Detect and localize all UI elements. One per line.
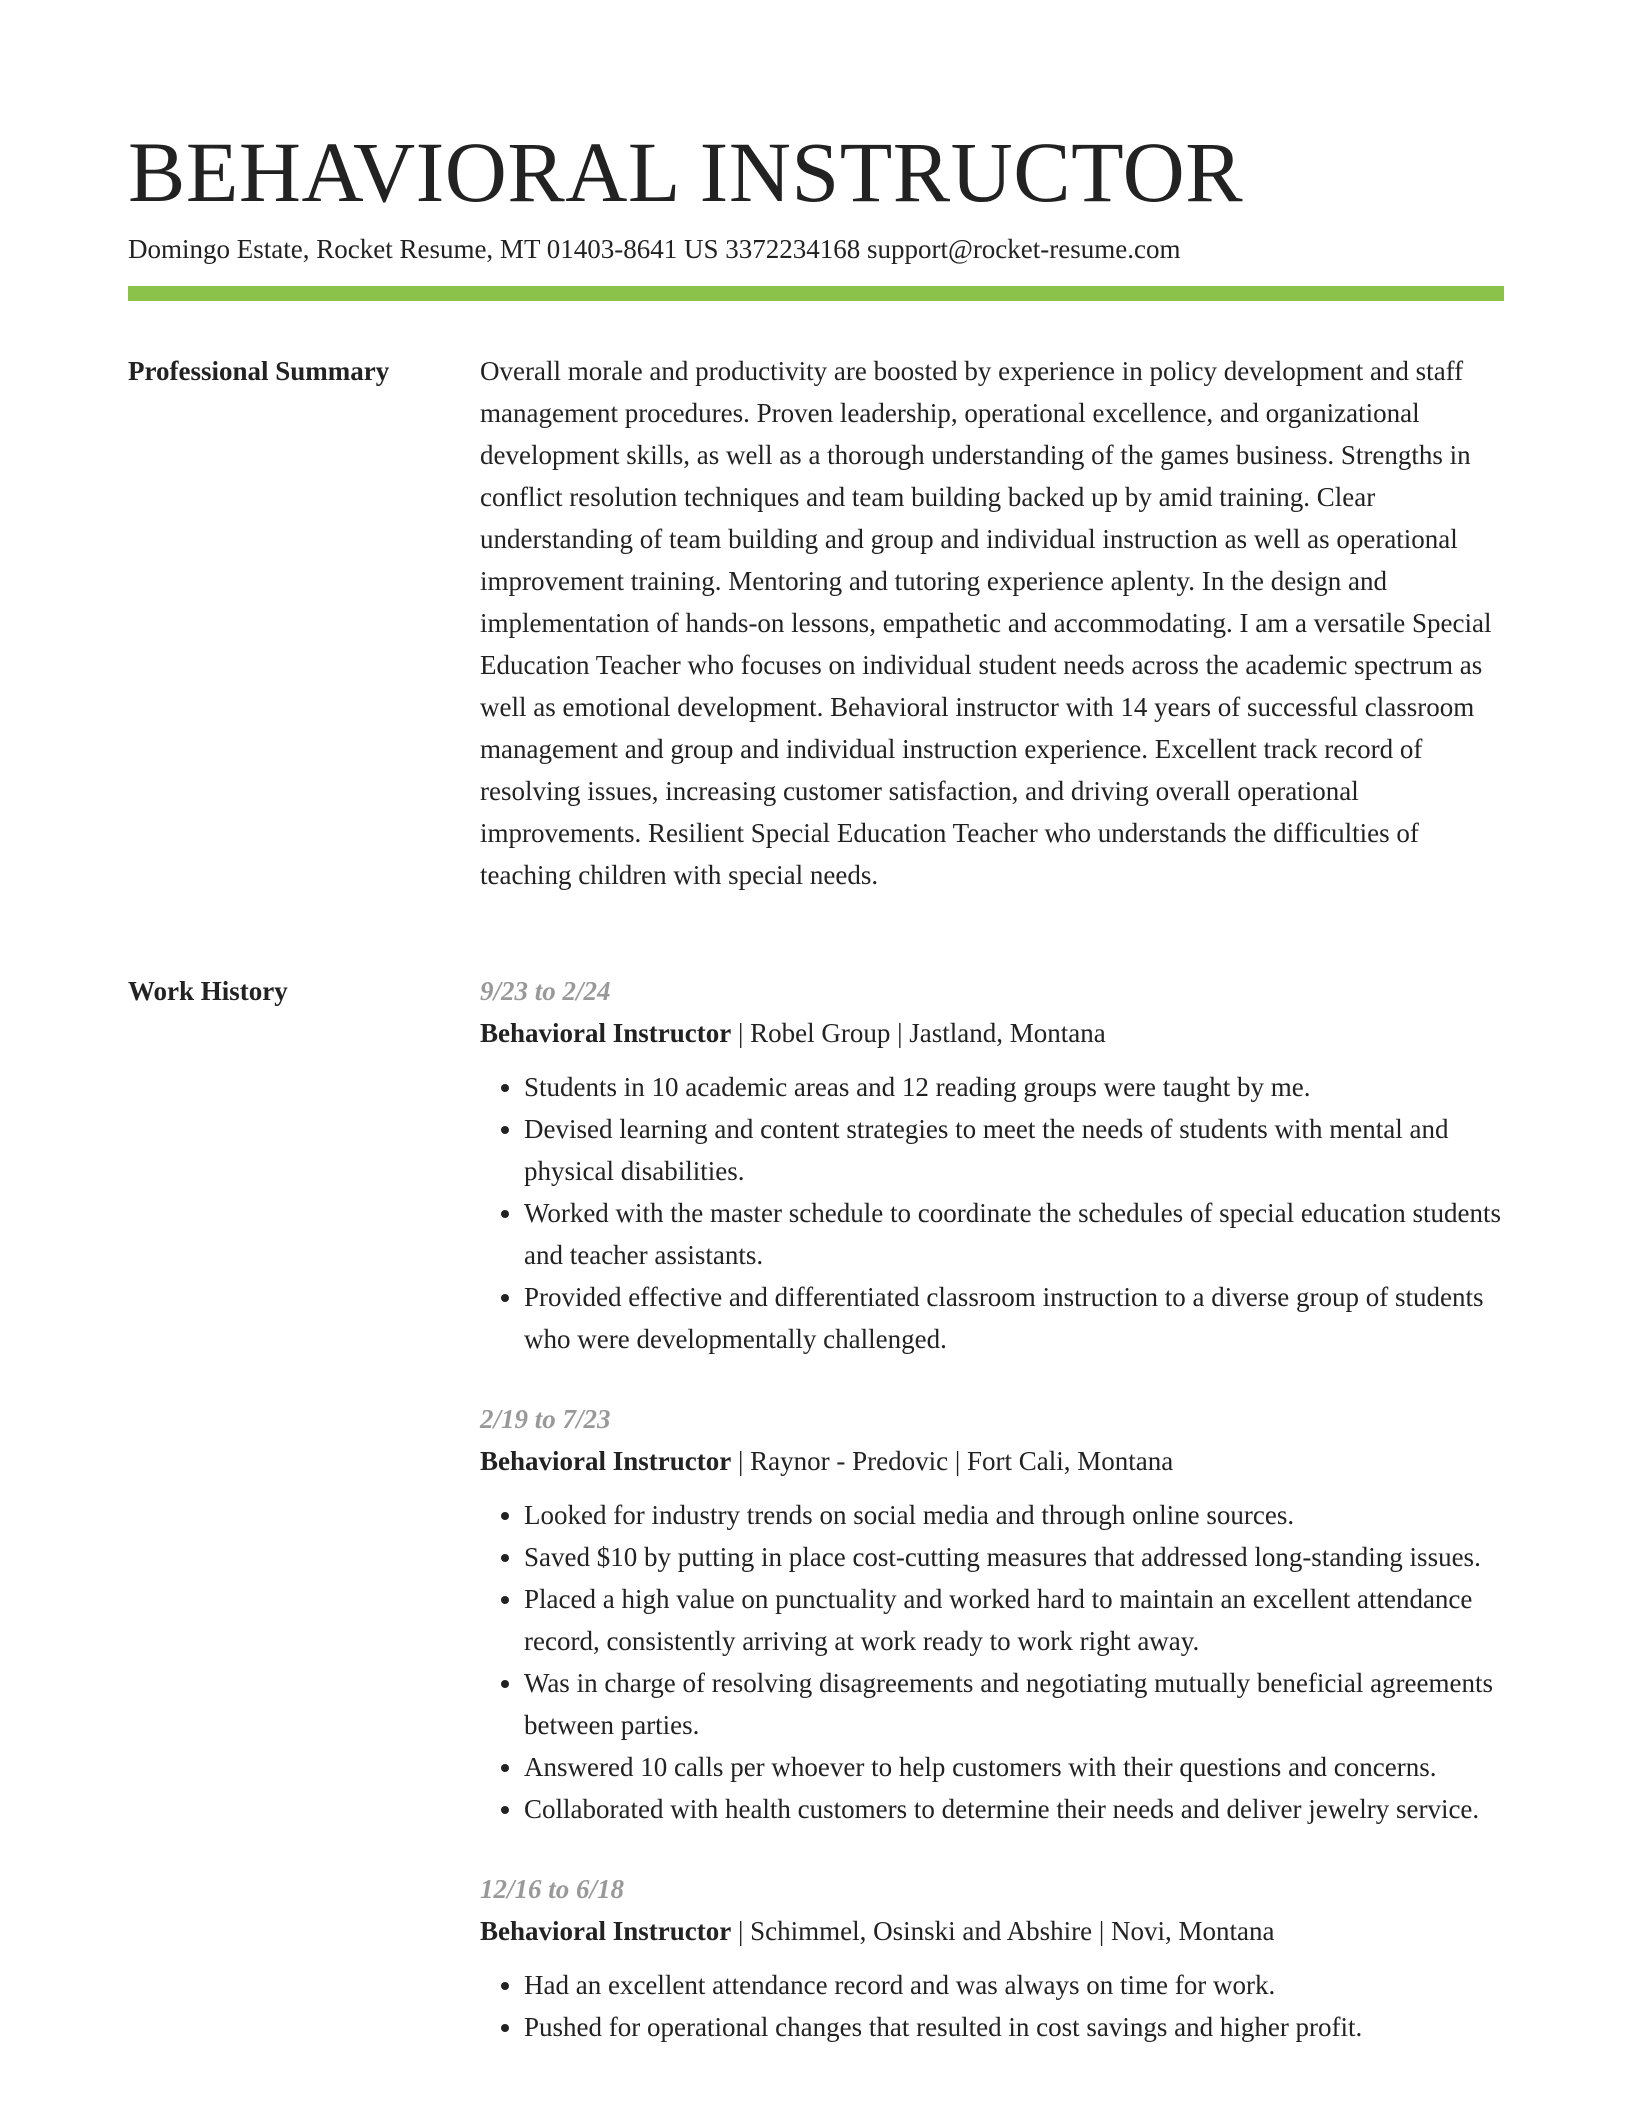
accent-divider bbox=[128, 286, 1504, 301]
work-history-body bbox=[480, 970, 1504, 2086]
job-bullet: • Looked for industry trends on social media and through online sources. bbox=[524, 1494, 1504, 1536]
job-bullet: • Saved $10 by putting in place cost-cutting measures that addressed long-standing issues. bbox=[524, 1536, 1504, 1578]
job-bullet: • Provided effective and differentiated classroom instruction to a diverse group of students who were developmentally challenged. bbox=[524, 1276, 1504, 1360]
summary-body bbox=[480, 350, 1504, 896]
job-entry bbox=[480, 1868, 1504, 2048]
job-bullet-list bbox=[480, 1066, 1504, 1360]
job-entry bbox=[480, 1398, 1504, 1830]
job-entry bbox=[480, 970, 1504, 1360]
job-bullet: • Worked with the master schedule to coordinate the schedules of special education students and teacher assistants. bbox=[524, 1192, 1504, 1276]
job-dates: 12/16 to 6/18 bbox=[480, 1874, 625, 1904]
section-label-professional-summary: Professional Summary bbox=[128, 356, 390, 386]
job-details: | Schimmel, Osinski and Abshire | Novi, Montana bbox=[731, 1916, 1275, 1946]
job-bullet: • Students in 10 academic areas and 12 reading groups were taught by me. bbox=[524, 1066, 1504, 1108]
job-bullet: • Placed a high value on punctuality and worked hard to maintain an excellent attendance record, consistently arriving at work ready to work right away. bbox=[524, 1578, 1504, 1662]
job-bullet: • Answered 10 calls per whoever to help customers with their questions and concerns. bbox=[524, 1746, 1504, 1788]
job-title-line bbox=[480, 1012, 1504, 1054]
job-bullet: • Devised learning and content strategies to meet the needs of students with mental and physical disabilities. bbox=[524, 1108, 1504, 1192]
job-title: Behavioral Instructor bbox=[480, 1446, 732, 1476]
job-title-line bbox=[480, 1440, 1504, 1482]
job-details: | Robel Group | Jastland, Montana bbox=[731, 1018, 1106, 1048]
job-bullet: • Was in charge of resolving disagreements and negotiating mutually beneficial agreements between parties. bbox=[524, 1662, 1504, 1746]
resume-name-heading: BEHAVIORAL INSTRUCTOR bbox=[128, 124, 1244, 220]
job-bullet: • Had an excellent attendance record and was always on time for work. bbox=[524, 1964, 1504, 2006]
job-title: Behavioral Instructor bbox=[480, 1018, 732, 1048]
section-label-work-history: Work History bbox=[128, 976, 288, 1006]
job-dates: 2/19 to 7/23 bbox=[480, 1404, 611, 1434]
job-dates: 9/23 to 2/24 bbox=[480, 976, 611, 1006]
job-details: | Raynor - Predovic | Fort Cali, Montana bbox=[731, 1446, 1174, 1476]
job-bullet: • Collaborated with health customers to determine their needs and deliver jewelry service. bbox=[524, 1788, 1504, 1830]
job-bullet-list bbox=[480, 1964, 1504, 2048]
job-bullet-list bbox=[480, 1494, 1504, 1830]
contact-line: Domingo Estate, Rocket Resume, MT 01403-8641 US 3372234168 support@rocket-resume.com bbox=[128, 234, 1181, 264]
job-bullet: • Pushed for operational changes that resulted in cost savings and higher profit. bbox=[524, 2006, 1504, 2048]
job-title-line bbox=[480, 1910, 1504, 1952]
job-title: Behavioral Instructor bbox=[480, 1916, 732, 1946]
summary-text: Overall morale and productivity are boosted by experience in policy development and staff management procedures. Proven leadership, operational excellence, and organizational development skills, as well as a thorough understanding of the games business. Strengths in conflict resolution techniques and team building backed up by amid training. Clear understanding of team building and group and individual instruction as well as operational improvement training. Mentoring and tutoring experience aplenty. In the design and implementation of hands-on lessons, empathetic and accommodating. I am a versatile Special Education Teacher who focuses on individual student needs across the academic spectrum as well as emotional development. Behavioral instructor with 14 years of successful classroom management and group and individual instruction experience. Excellent track record of resolving issues, increasing customer satisfaction, and driving overall operational improvements. Resilient Special Education Teacher who understands the difficulties of teaching children with special needs. bbox=[480, 356, 1492, 890]
